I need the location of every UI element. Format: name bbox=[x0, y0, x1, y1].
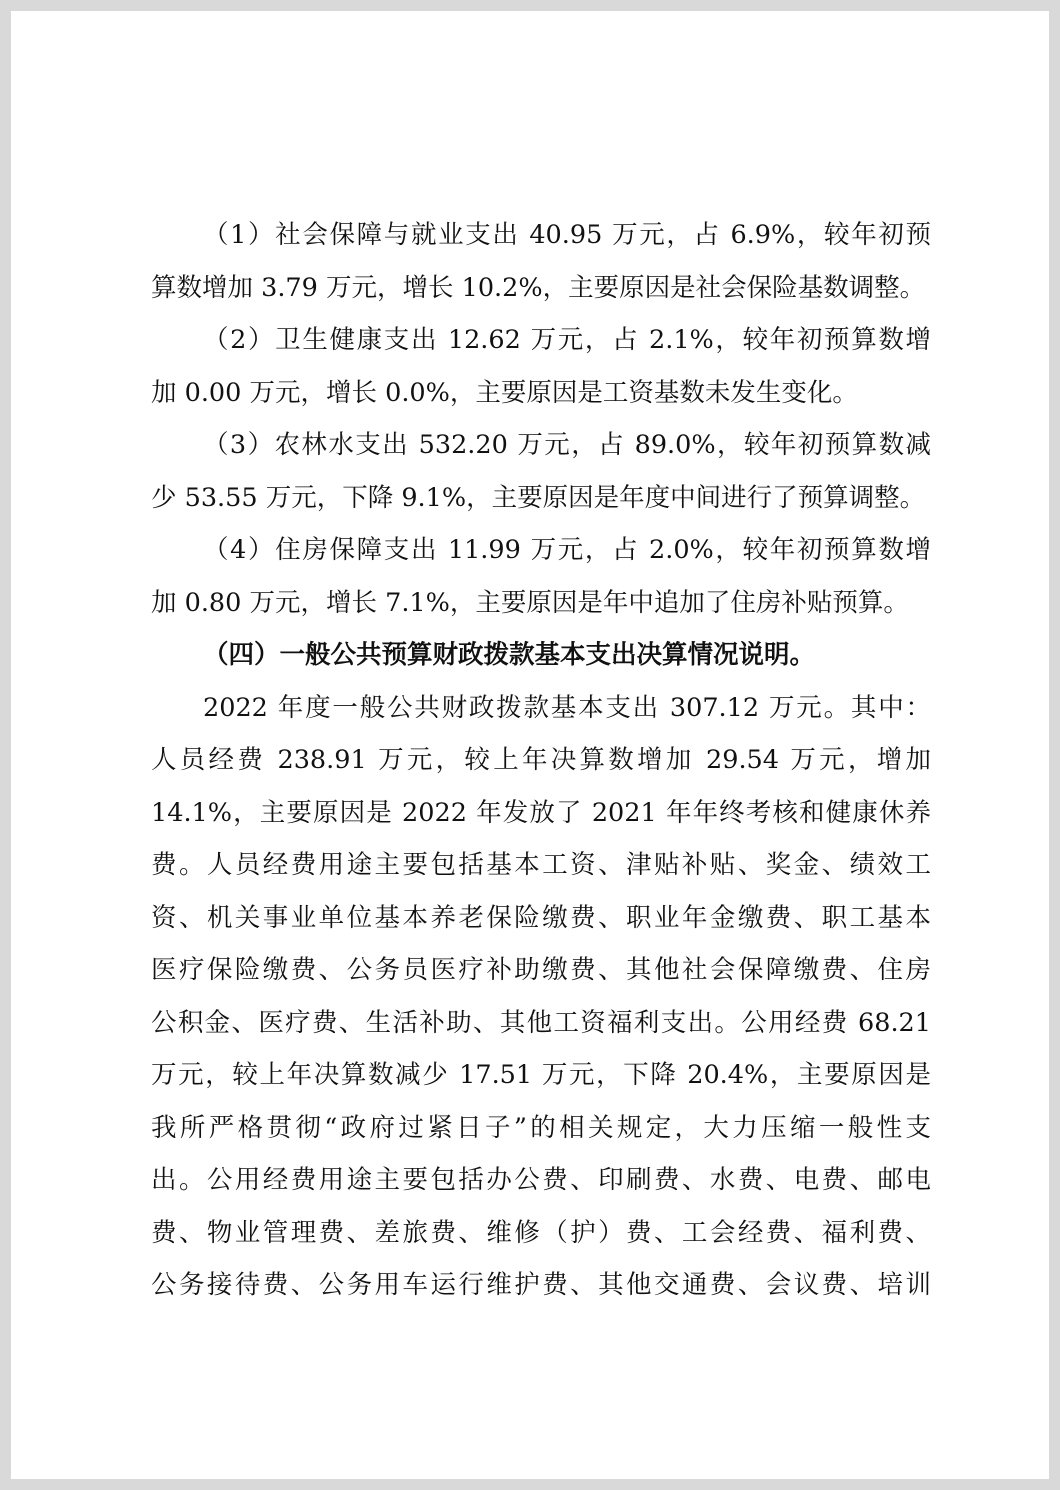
text-line: 公务接待费、公务用车运行维护费、其他交通费、会议费、培训 bbox=[151, 1270, 931, 1300]
text-line: 少 53.55 万元，下降 9.1%，主要原因是年度中间进行了预算调整。 bbox=[151, 482, 926, 513]
text-line: 加 0.00 万元，增长 0.0%，主要原因是工资基数未发生变化。 bbox=[151, 377, 858, 408]
text-line: （4）住房保障支出 11.99 万元，占 2.0%，较年初预算数增 bbox=[203, 535, 931, 565]
text-line: 14.1%，主要原因是 2022 年发放了 2021 年年终考核和健康休养 bbox=[151, 797, 931, 828]
text-line: 资、机关事业单位基本养老保险缴费、职业年金缴费、职工基本 bbox=[151, 902, 931, 933]
section-heading: （四）一般公共预算财政拨款基本支出决算情况说明。 bbox=[203, 640, 816, 670]
text-line: 算数增加 3.79 万元，增长 10.2%，主要原因是社会保险基数调整。 bbox=[151, 272, 926, 303]
text-line: 加 0.80 万元，增长 7.1%，主要原因是年中追加了住房补贴预算。 bbox=[151, 587, 909, 618]
text-line: 医疗保险缴费、公务员医疗补助缴费、其他社会保障缴费、住房 bbox=[151, 955, 931, 985]
text-line: 人员经费 238.91 万元，较上年决算数增加 29.54 万元，增加 bbox=[151, 745, 931, 775]
text-line: 费、物业管理费、差旅费、维修（护）费、工会经费、福利费、 bbox=[151, 1217, 931, 1248]
body-text bbox=[151, 209, 931, 1312]
text-line: 我所严格贯彻“政府过紧日子”的相关规定，大力压缩一般性支 bbox=[151, 1112, 931, 1143]
text-line: 2022 年度一般公共财政拨款基本支出 307.12 万元。其中： bbox=[203, 692, 931, 723]
text-line: 公积金、医疗费、生活补助、其他工资福利支出。公用经费 68.21 bbox=[151, 1007, 931, 1038]
text-line: （2）卫生健康支出 12.62 万元，占 2.1%，较年初预算数增 bbox=[203, 325, 931, 355]
text-line: 费。人员经费用途主要包括基本工资、津贴补贴、奖金、绩效工 bbox=[151, 850, 931, 880]
text-line: （1）社会保障与就业支出 40.95 万元，占 6.9%，较年初预 bbox=[203, 220, 931, 250]
text-line: （3）农林水支出 532.20 万元，占 89.0%，较年初预算数减 bbox=[203, 430, 931, 460]
text-line: 出。公用经费用途主要包括办公费、印刷费、水费、电费、邮电 bbox=[151, 1165, 931, 1195]
document-page bbox=[11, 11, 1049, 1479]
text-line: 万元，较上年决算数减少 17.51 万元，下降 20.4%，主要原因是 bbox=[151, 1060, 931, 1090]
